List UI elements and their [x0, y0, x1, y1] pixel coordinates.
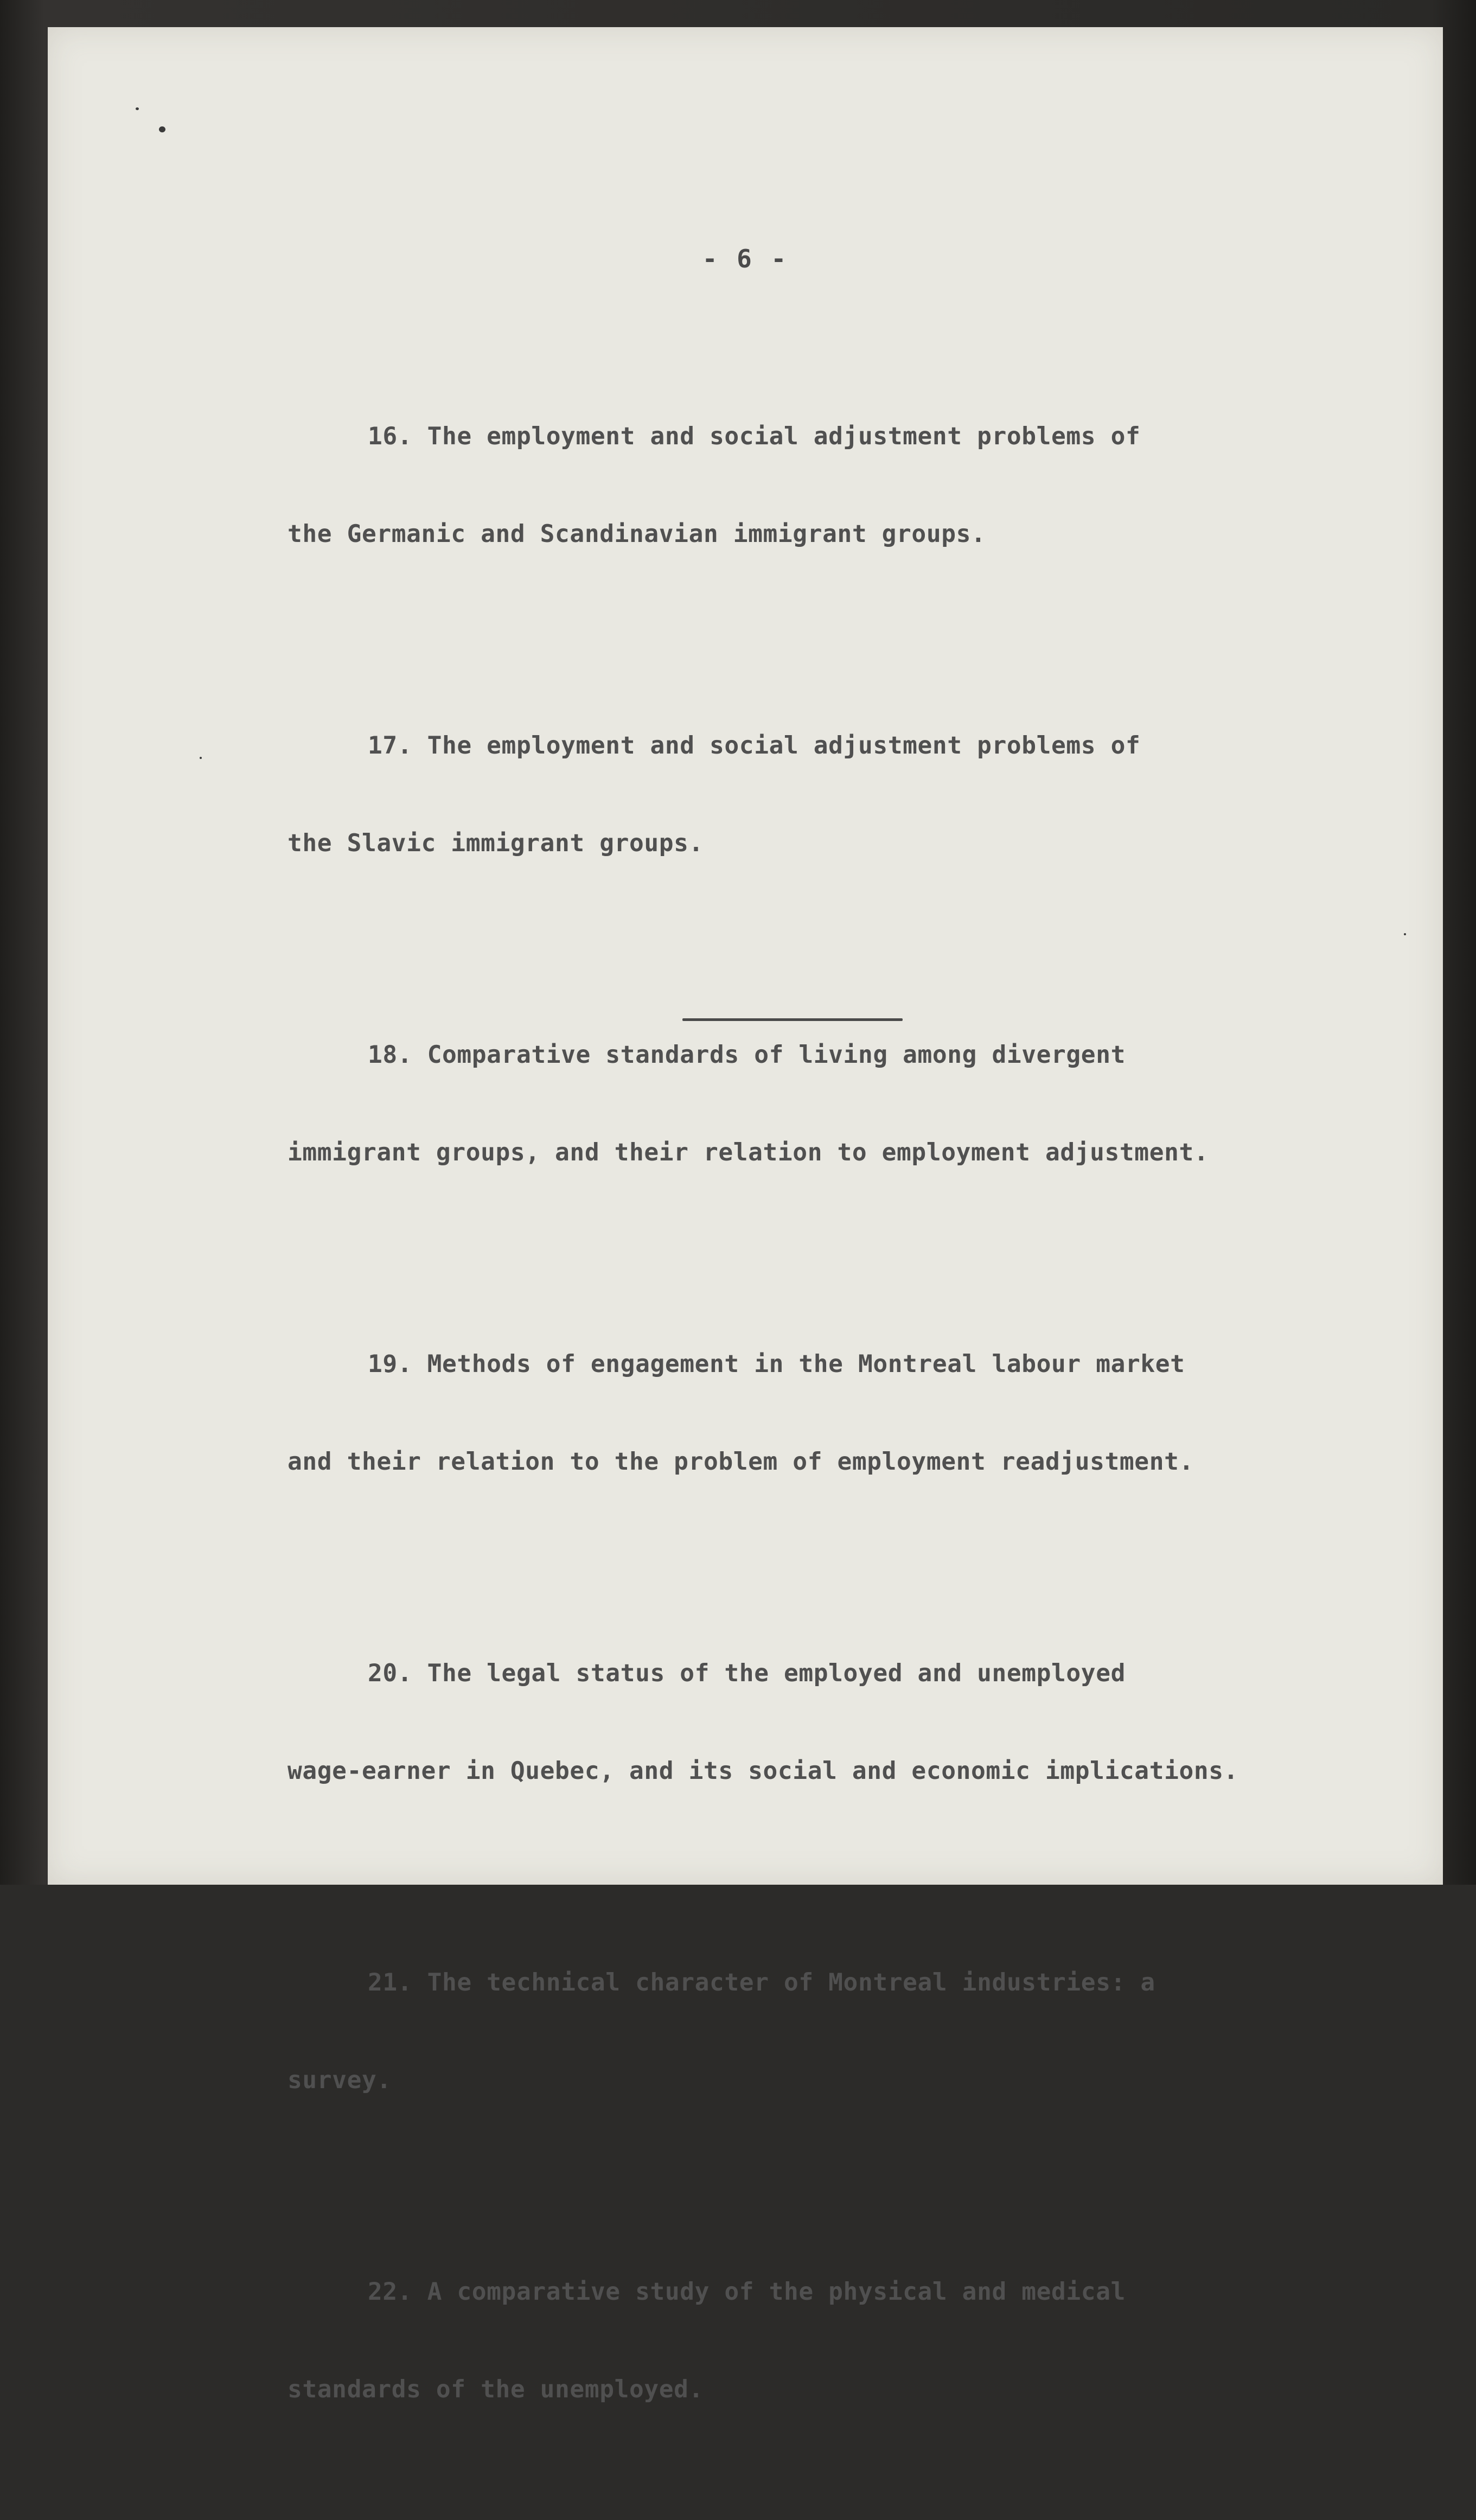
item-text-line-1: The technical character of Montreal industries: a: [427, 1969, 1155, 1996]
closing-rule: [682, 1018, 903, 1021]
item-number: 22.: [368, 2278, 413, 2306]
item-text-line-1: A comparative study of the physical and medical: [427, 2278, 1126, 2306]
item-text-line-2: the Germanic and Scandinavian immigrant groups.: [287, 520, 986, 548]
item-text-line-2: the Slavic immigrant groups.: [287, 830, 704, 857]
item-text-line-1: The employment and social adjustment problems of: [427, 423, 1141, 450]
list-item: [287, 1902, 1427, 2162]
item-text-line-2: and their relation to the problem of employment readjustment.: [287, 1448, 1194, 1476]
ink-speck: [136, 107, 139, 110]
item-text-line-1: Comparative standards of living among divergent: [427, 1041, 1126, 1069]
item-text-line-1: The legal status of the employed and unemployed: [427, 1660, 1126, 1687]
item-text-line-1: The employment and social adjustment problems of: [427, 732, 1141, 760]
item-number: 16.: [368, 423, 413, 450]
item-text-line-2: wage-earner in Quebec, and its social and economic implications.: [287, 1757, 1239, 1785]
list-item: [287, 2211, 1427, 2471]
item-text-line-2: standards of the unemployed.: [287, 2376, 704, 2403]
item-text-line-2: survey.: [287, 2066, 392, 2094]
item-number: 18.: [368, 1041, 413, 1069]
list-item: [287, 1592, 1427, 1853]
numbered-list: [287, 355, 1427, 2520]
ink-speck: [159, 126, 165, 132]
item-text-line-2: immigrant groups, and their relation to employment adjustment.: [287, 1139, 1209, 1166]
list-item: [287, 665, 1427, 925]
page-number: - 6 -: [702, 244, 789, 273]
item-text-line-1: Methods of engagement in the Montreal labour market: [427, 1350, 1185, 1378]
list-item: [287, 1283, 1427, 1543]
document-page: [48, 27, 1443, 2403]
item-number: 20.: [368, 1660, 413, 1687]
item-number: 19.: [368, 1350, 413, 1378]
item-number: 21.: [368, 1969, 413, 1996]
ink-speck: [200, 757, 202, 759]
list-item: [287, 974, 1427, 1234]
list-item: [287, 355, 1427, 616]
item-number: 17.: [368, 732, 413, 760]
